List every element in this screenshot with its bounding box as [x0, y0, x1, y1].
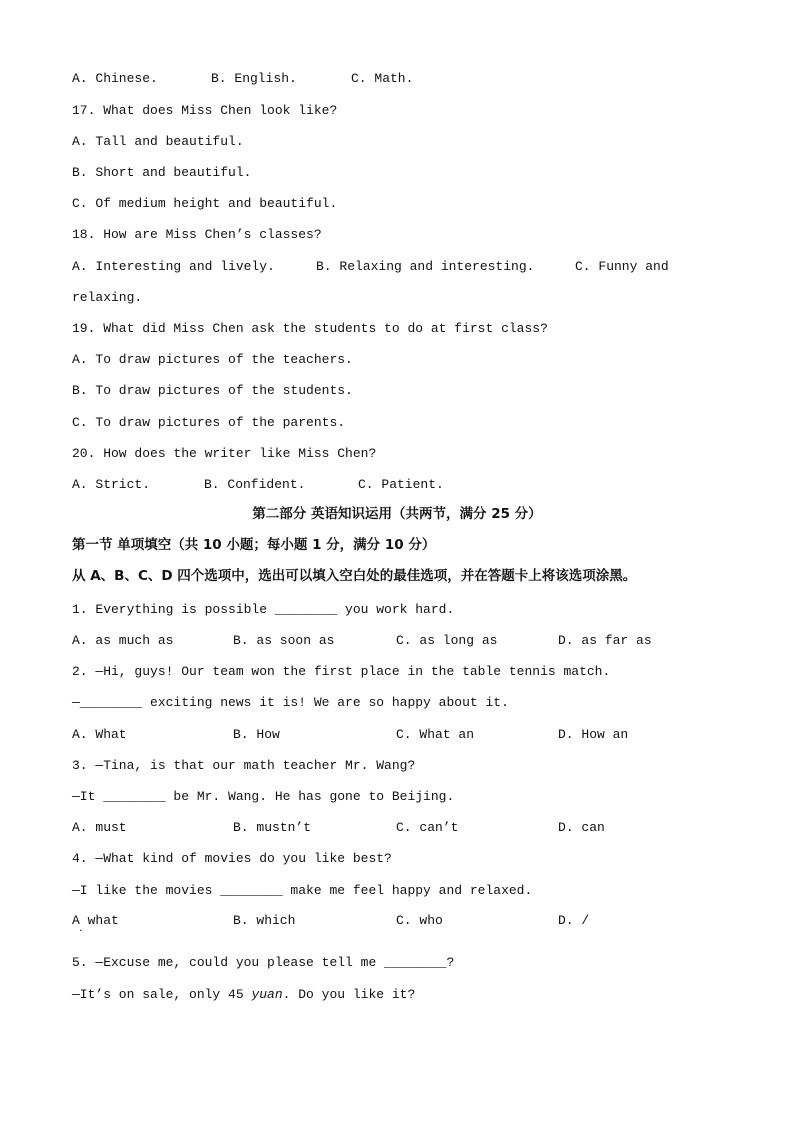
section1-title: 第一节 单项填空（共 10 小题；每小题 1 分，满分 10 分） [72, 537, 436, 553]
q20-option-b: B. Confident. [204, 477, 306, 492]
q17-question: 17. What does Miss Chen look like? [72, 103, 338, 118]
item5-stem-line1: 5. —Excuse me, could you please tell me ________? [72, 955, 455, 970]
section1-instruction: 从 A、B、C、D 四个选项中，选出可以填入空白处的最佳选项，并在答题卡上将该选项涂黑。 [72, 568, 637, 584]
item4-option-a: A what [72, 913, 119, 928]
item2-option-d: D. How an [558, 727, 629, 742]
item2-stem-line1: 2. —Hi, guys! Our team won the first place in the table tennis match. [72, 664, 611, 679]
q17-option-c: C. Of medium height and beautiful. [72, 196, 338, 211]
q18-option-c-continued: relaxing. [72, 290, 143, 305]
item4-option-c: C. who [396, 913, 443, 928]
q19-question: 19. What did Miss Chen ask the students to do at first class? [72, 321, 548, 336]
item3-option-d: D. can [558, 820, 605, 835]
item5-line2-start: —It’s on sale, only 45 [72, 987, 252, 1002]
q17-option-a: A. Tall and beautiful. [72, 134, 244, 149]
item1-option-d: D. as far as [558, 633, 652, 648]
item3-stem-line1: 3. —Tina, is that our math teacher Mr. Wang? [72, 758, 416, 773]
stray-dot-mark: · [78, 926, 84, 936]
item2-option-a: A. What [72, 727, 127, 742]
item1-stem: 1. Everything is possible ________ you work hard. [72, 602, 455, 617]
item4-option-d: D. / [558, 913, 590, 928]
q16-option-b: B. English. [211, 71, 297, 86]
q18-option-c: C. Funny and [575, 259, 669, 274]
item4-stem-line2: —I like the movies ________ make me feel happy and relaxed. [72, 883, 533, 898]
item3-stem-line2: —It ________ be Mr. Wang. He has gone to Beijing. [72, 789, 455, 804]
item1-option-b: B. as soon as [233, 633, 335, 648]
item1-option-c: C. as long as [396, 633, 498, 648]
part2-title: 第二部分 英语知识运用（共两节，满分 25 分） [252, 506, 542, 522]
item5-currency-yuan: yuan [251, 987, 283, 1002]
item3-option-a: A. must [72, 820, 127, 835]
item4-stem-line1: 4. —What kind of movies do you like best? [72, 851, 392, 866]
q16-option-a: A. Chinese. [72, 71, 158, 86]
q18-option-a: A. Interesting and lively. [72, 259, 275, 274]
item1-option-a: A. as much as [72, 633, 174, 648]
item2-option-c: C. What an [396, 727, 475, 742]
q18-question: 18. How are Miss Chen’s classes? [72, 227, 322, 242]
item3-option-b: B. mustn’t [233, 820, 312, 835]
q17-option-b: B. Short and beautiful. [72, 165, 252, 180]
item2-stem-line2: —________ exciting news it is! We are so happy about it. [72, 695, 509, 710]
item3-option-c: C. can’t [396, 820, 459, 835]
q20-option-a: A. Strict. [72, 477, 151, 492]
q18-option-b: B. Relaxing and interesting. [316, 259, 535, 274]
item4-option-b: B. which [233, 913, 296, 928]
q19-option-a: A. To draw pictures of the teachers. [72, 352, 353, 367]
item2-option-b: B. How [233, 727, 280, 742]
item5-stem-line2 [72, 987, 415, 1003]
q20-option-c: C. Patient. [358, 477, 444, 492]
q19-option-b: B. To draw pictures of the students. [72, 383, 353, 398]
q20-question: 20. How does the writer like Miss Chen? [72, 446, 377, 461]
item5-line2-end: . Do you like it? [282, 987, 416, 1002]
q16-option-c: C. Math. [351, 71, 414, 86]
q19-option-c: C. To draw pictures of the parents. [72, 415, 346, 430]
